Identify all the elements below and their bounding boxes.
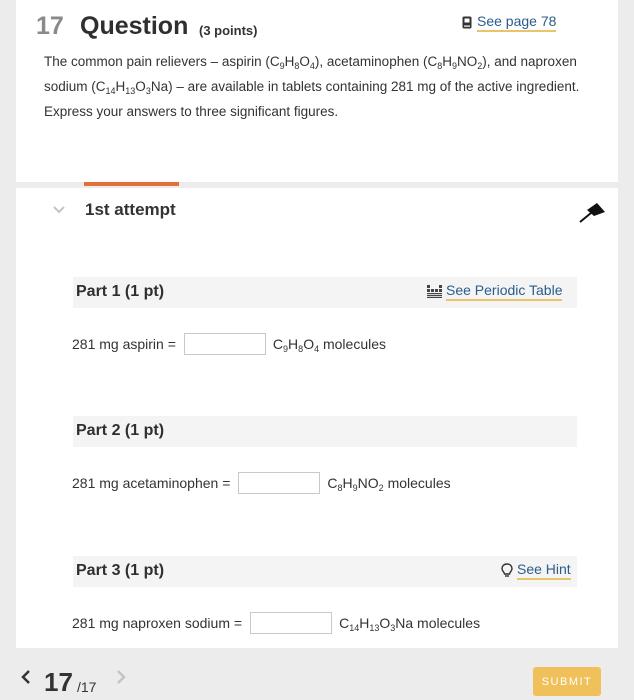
part-2-row [72, 472, 451, 494]
attempt-title[interactable]: 1st attempt [85, 200, 176, 219]
chevron-left-icon[interactable] [20, 668, 32, 686]
book-icon [462, 16, 472, 29]
lightbulb-icon [501, 563, 513, 579]
footer-bar [0, 655, 634, 700]
part-3-row [72, 612, 480, 634]
part-2-header [73, 416, 577, 447]
chevron-down-icon[interactable] [52, 205, 66, 215]
submit-button[interactable]: SUBMIT [533, 667, 601, 696]
part-1-title: Part 1 (1 pt) [76, 283, 165, 300]
periodic-table-label[interactable]: See Periodic Table [446, 282, 562, 301]
chevron-right-icon[interactable] [115, 668, 127, 686]
attempt-card [16, 188, 618, 648]
part-2-unit: $C_8H_9NO_2$ molecules [327, 475, 451, 493]
part-1-answer-input[interactable] [184, 333, 266, 355]
periodic-table-icon [427, 285, 442, 298]
part-1-unit: $C_9H_8O_4$ molecules [272, 336, 387, 354]
attempt-tab-indicator [84, 182, 179, 186]
part-1-header [73, 277, 577, 308]
part-3-title: Part 3 (1 pt) [76, 562, 165, 579]
see-page-link[interactable] [462, 13, 556, 32]
current-page-number: 17 [44, 667, 73, 697]
total-pages: /17 [77, 679, 97, 695]
question-title: Question [80, 12, 189, 40]
question-card [16, 0, 618, 182]
part-3-prompt: 281 mg naproxen sodium = [72, 615, 243, 631]
part-2-prompt: 281 mg acetaminophen = [72, 475, 231, 491]
part-2-answer-input[interactable] [238, 472, 320, 494]
see-page-label[interactable]: See page 78 [477, 13, 556, 32]
part-2-title: Part 2 (1 pt) [76, 422, 165, 439]
part-1-row [72, 333, 386, 355]
part-3-answer-input[interactable] [250, 612, 332, 634]
periodic-table-link[interactable] [427, 282, 562, 301]
part-3-unit: $C_{14}H_{13}O_3Na$ molecules [339, 615, 481, 633]
question-points: (3 points) [199, 23, 258, 38]
part-3-header [73, 556, 577, 587]
question-text: The common pain relievers – aspirin $(C_9H_8O_4)$, acetaminophen $(C_8H_9NO_2)$, and naproxen sodium $(C_{14}H_{13}O_3Na)$ – are available in tablets containing 281 mg of the active ingredient. Express your answers to three significant figures. [44, 54, 580, 119]
see-hint-link[interactable] [501, 561, 571, 580]
question-number: 17 [36, 12, 64, 40]
see-hint-label[interactable]: See Hint [517, 561, 571, 580]
pin-icon[interactable] [577, 200, 607, 224]
part-1-prompt: 281 mg aspirin = [72, 336, 176, 352]
